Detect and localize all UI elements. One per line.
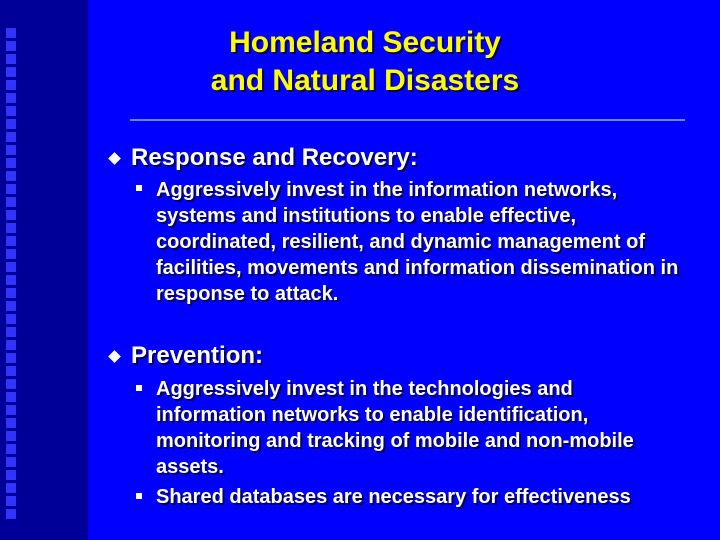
- sidebar-square: [6, 54, 16, 64]
- sidebar-square: [6, 184, 16, 194]
- title-divider: [130, 119, 685, 121]
- sidebar-square: [6, 366, 16, 376]
- slide-title: [130, 24, 600, 100]
- sidebar-square: [6, 301, 16, 311]
- sidebar-square: [6, 93, 16, 103]
- square-bullet-icon: [136, 185, 142, 191]
- bullet-response-1: Aggressively invest in the information networks, systems and institutions to enable effective, coordinated, resilient, and dynamic management of facilities, movements and information dissemination in response to attack.: [156, 179, 679, 305]
- sidebar-square: [6, 41, 16, 51]
- sidebar-square: [6, 379, 16, 389]
- sidebar-square: [6, 275, 16, 285]
- section-heading-response: Response and Recovery:: [131, 144, 418, 171]
- bullet-prevention-1: Aggressively invest in the technologies and information networks to enable identification, monitoring and tracking of mobile and non-mobile assets.: [156, 378, 634, 478]
- sidebar-square: [6, 119, 16, 129]
- sidebar-square: [6, 418, 16, 428]
- diamond-bullet-icon: [108, 350, 121, 363]
- sidebar-square: [6, 431, 16, 441]
- sidebar-square: [6, 171, 16, 181]
- sidebar-square: [6, 288, 16, 298]
- sidebar-square: [6, 158, 16, 168]
- title-line-2: and Natural Disasters: [210, 64, 520, 97]
- sidebar-square: [6, 236, 16, 246]
- sidebar-square: [6, 470, 16, 480]
- section-heading-prevention: Prevention:: [131, 342, 264, 369]
- sidebar-square: [6, 145, 16, 155]
- sidebar-decoration: [0, 0, 88, 540]
- sidebar-square: [6, 353, 16, 363]
- sidebar-square: [6, 327, 16, 337]
- sidebar-square: [6, 132, 16, 142]
- sidebar-square: [6, 405, 16, 415]
- sidebar-square: [6, 457, 16, 467]
- sidebar-square: [6, 28, 16, 38]
- sidebar-square: [6, 392, 16, 402]
- sidebar-square: [6, 210, 16, 220]
- title-line-1: Homeland Security: [229, 26, 501, 59]
- sidebar-square: [6, 67, 16, 77]
- square-pattern: [4, 28, 22, 519]
- sidebar-square: [6, 483, 16, 493]
- sidebar-square: [6, 444, 16, 454]
- bullet-prevention-2: Shared databases are necessary for effectiveness: [156, 486, 631, 508]
- sidebar-square: [6, 197, 16, 207]
- square-bullet-icon: [136, 385, 142, 391]
- sidebar-square: [6, 262, 16, 272]
- sidebar-square: [6, 314, 16, 324]
- sidebar-square: [6, 340, 16, 350]
- sidebar-square: [6, 106, 16, 116]
- sidebar-square: [6, 249, 16, 259]
- square-bullet-icon: [136, 493, 142, 499]
- sidebar-square: [6, 509, 16, 519]
- sidebar-square: [6, 223, 16, 233]
- diamond-bullet-icon: [108, 152, 121, 165]
- sidebar-square: [6, 496, 16, 506]
- sidebar-square: [6, 80, 16, 90]
